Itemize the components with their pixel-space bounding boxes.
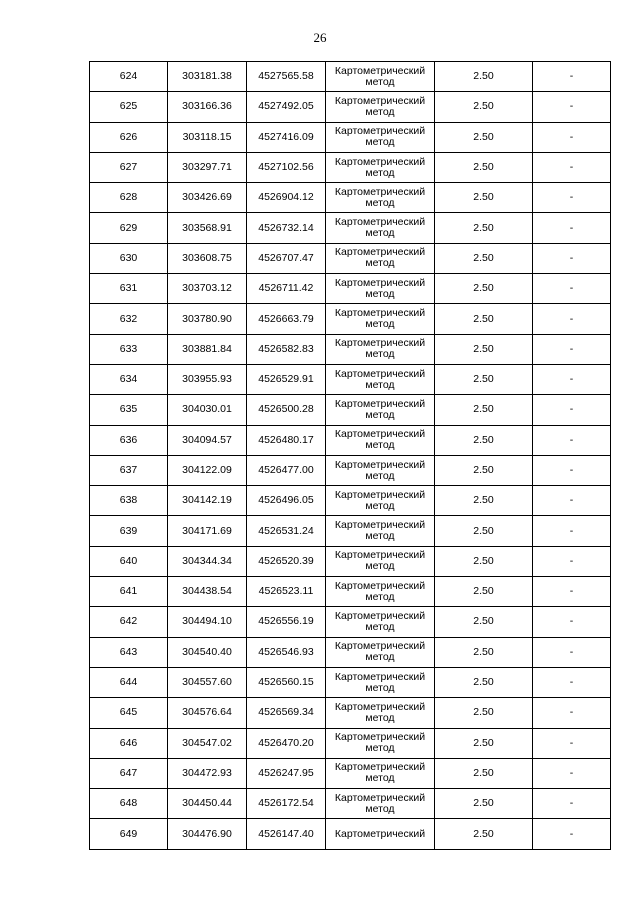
- x-coordinate-cell: 304450.44: [168, 789, 247, 819]
- accuracy-cell: 2.50: [435, 183, 533, 213]
- x-coordinate-cell: 304476.90: [168, 819, 247, 849]
- method-cell: [326, 243, 435, 273]
- method-line-1: Картометрический: [334, 761, 426, 774]
- x-coordinate-cell: 303608.75: [168, 243, 247, 273]
- x-coordinate-cell: 304344.34: [168, 546, 247, 576]
- accuracy-cell: 2.50: [435, 486, 533, 516]
- table-row: [90, 183, 611, 213]
- point-number-cell: 642: [90, 607, 168, 637]
- method-line-2: метод: [365, 257, 395, 270]
- accuracy-cell: 2.50: [435, 667, 533, 697]
- method-cell: [326, 758, 435, 788]
- method-line-1: Картометрический: [334, 458, 426, 471]
- y-coordinate-cell: 4526732.14: [247, 213, 326, 243]
- method-line-1: Картометрический: [334, 700, 426, 713]
- y-coordinate-cell: 4527492.05: [247, 92, 326, 122]
- point-number-cell: 630: [90, 243, 168, 273]
- table-row: [90, 667, 611, 697]
- accuracy-cell: 2.50: [435, 789, 533, 819]
- method-line-2: метод: [365, 499, 395, 512]
- point-number-cell: 643: [90, 637, 168, 667]
- accuracy-cell: 2.50: [435, 698, 533, 728]
- accuracy-cell: 2.50: [435, 62, 533, 92]
- note-cell: -: [533, 546, 611, 576]
- point-number-cell: 636: [90, 425, 168, 455]
- accuracy-cell: 2.50: [435, 334, 533, 364]
- method-line-1: Картометрический: [334, 579, 426, 592]
- x-coordinate-cell: 303955.93: [168, 364, 247, 394]
- method-cell: [326, 667, 435, 697]
- point-number-cell: 638: [90, 486, 168, 516]
- method-line-2: метод: [365, 318, 395, 331]
- method-line-1: Картометрический: [334, 670, 426, 683]
- note-cell: -: [533, 667, 611, 697]
- method-cell: [326, 819, 435, 849]
- y-coordinate-cell: 4526531.24: [247, 516, 326, 546]
- note-cell: -: [533, 334, 611, 364]
- table-row: [90, 62, 611, 92]
- note-cell: -: [533, 274, 611, 304]
- method-line-1: Картометрический: [334, 428, 426, 441]
- note-cell: -: [533, 698, 611, 728]
- method-line-1: Картометрический: [334, 94, 426, 107]
- method-cell: [326, 577, 435, 607]
- y-coordinate-cell: 4526147.40: [247, 819, 326, 849]
- y-coordinate-cell: 4527102.56: [247, 152, 326, 182]
- note-cell: -: [533, 486, 611, 516]
- y-coordinate-cell: 4526520.39: [247, 546, 326, 576]
- method-line-1: Картометрический: [334, 185, 426, 198]
- x-coordinate-cell: 304494.10: [168, 607, 247, 637]
- method-line-2: метод: [365, 136, 395, 149]
- method-cell: [326, 92, 435, 122]
- method-cell: [326, 455, 435, 485]
- accuracy-cell: 2.50: [435, 304, 533, 334]
- accuracy-cell: 2.50: [435, 637, 533, 667]
- accuracy-cell: 2.50: [435, 364, 533, 394]
- coordinates-table-body: [90, 62, 611, 850]
- point-number-cell: 624: [90, 62, 168, 92]
- method-line-1: Картометрический: [334, 216, 426, 229]
- y-coordinate-cell: 4526496.05: [247, 486, 326, 516]
- note-cell: -: [533, 243, 611, 273]
- note-cell: -: [533, 455, 611, 485]
- table-row: [90, 637, 611, 667]
- method-line-2: метод: [365, 681, 395, 694]
- method-cell: [326, 274, 435, 304]
- x-coordinate-cell: 304030.01: [168, 395, 247, 425]
- method-cell: [326, 425, 435, 455]
- table-row: [90, 334, 611, 364]
- x-coordinate-cell: 304547.02: [168, 728, 247, 758]
- table-row: [90, 304, 611, 334]
- method-cell: [326, 698, 435, 728]
- method-line-2: метод: [365, 772, 395, 785]
- note-cell: -: [533, 395, 611, 425]
- method-line-1: Картометрический: [334, 246, 426, 259]
- method-line-2: метод: [365, 469, 395, 482]
- method-line-1: Картометрический: [334, 519, 426, 532]
- x-coordinate-cell: 303297.71: [168, 152, 247, 182]
- method-line-1: Картометрический: [334, 64, 426, 77]
- accuracy-cell: 2.50: [435, 425, 533, 455]
- y-coordinate-cell: 4527565.58: [247, 62, 326, 92]
- note-cell: -: [533, 637, 611, 667]
- method-cell: [326, 62, 435, 92]
- table-row: [90, 274, 611, 304]
- y-coordinate-cell: 4526480.17: [247, 425, 326, 455]
- table-row: [90, 395, 611, 425]
- page-number: 26: [313, 30, 327, 45]
- point-number-cell: 635: [90, 395, 168, 425]
- accuracy-cell: 2.50: [435, 395, 533, 425]
- method-line-2: метод: [365, 196, 395, 209]
- method-line-1: Картометрический: [334, 307, 426, 320]
- x-coordinate-cell: 304122.09: [168, 455, 247, 485]
- method-line-2: метод: [365, 166, 395, 179]
- note-cell: -: [533, 183, 611, 213]
- note-cell: -: [533, 152, 611, 182]
- table-row: [90, 486, 611, 516]
- method-line-2: метод: [365, 590, 395, 603]
- table-row: [90, 455, 611, 485]
- table-row: [90, 819, 611, 849]
- accuracy-cell: 2.50: [435, 274, 533, 304]
- accuracy-cell: 2.50: [435, 92, 533, 122]
- x-coordinate-cell: 304557.60: [168, 667, 247, 697]
- method-line-2: метод: [365, 560, 395, 573]
- method-cell: [326, 364, 435, 394]
- note-cell: -: [533, 789, 611, 819]
- point-number-cell: 633: [90, 334, 168, 364]
- x-coordinate-cell: 303426.69: [168, 183, 247, 213]
- method-cell: [326, 546, 435, 576]
- table-row: [90, 728, 611, 758]
- point-number-cell: 625: [90, 92, 168, 122]
- method-line-1: Картометрический: [334, 488, 426, 501]
- note-cell: -: [533, 758, 611, 788]
- point-number-cell: 628: [90, 183, 168, 213]
- y-coordinate-cell: 4526582.83: [247, 334, 326, 364]
- table-row: [90, 698, 611, 728]
- method-cell: [326, 122, 435, 152]
- method-line-1: Картометрический: [334, 155, 426, 168]
- note-cell: -: [533, 516, 611, 546]
- coordinates-table: [89, 61, 611, 850]
- y-coordinate-cell: 4526707.47: [247, 243, 326, 273]
- method-line-1: Картометрический: [334, 125, 426, 138]
- accuracy-cell: 2.50: [435, 607, 533, 637]
- point-number-cell: 637: [90, 455, 168, 485]
- method-line-1: Картометрический: [334, 276, 426, 289]
- method-line-2: метод: [365, 287, 395, 300]
- note-cell: -: [533, 92, 611, 122]
- method-cell: [326, 486, 435, 516]
- method-line-2: метод: [365, 348, 395, 361]
- table-row: [90, 243, 611, 273]
- table-row: [90, 425, 611, 455]
- accuracy-cell: 2.50: [435, 546, 533, 576]
- method-cell: [326, 789, 435, 819]
- method-line-1: Картометрический: [334, 791, 426, 804]
- accuracy-cell: 2.50: [435, 516, 533, 546]
- x-coordinate-cell: 303181.38: [168, 62, 247, 92]
- method-line-2: метод: [365, 530, 395, 543]
- method-cell: [326, 334, 435, 364]
- method-line-2: метод: [365, 802, 395, 815]
- point-number-cell: 648: [90, 789, 168, 819]
- method-line-1: Картометрический: [334, 731, 426, 744]
- x-coordinate-cell: 303118.15: [168, 122, 247, 152]
- method-line-2: метод: [365, 105, 395, 118]
- y-coordinate-cell: 4526904.12: [247, 183, 326, 213]
- method-line-2: метод: [365, 75, 395, 88]
- table-row: [90, 122, 611, 152]
- point-number-cell: 644: [90, 667, 168, 697]
- note-cell: -: [533, 728, 611, 758]
- x-coordinate-cell: 303568.91: [168, 213, 247, 243]
- x-coordinate-cell: 304438.54: [168, 577, 247, 607]
- method-line-1: Картометрический: [334, 827, 426, 840]
- point-number-cell: 647: [90, 758, 168, 788]
- x-coordinate-cell: 304171.69: [168, 516, 247, 546]
- accuracy-cell: 2.50: [435, 728, 533, 758]
- accuracy-cell: 2.50: [435, 243, 533, 273]
- method-cell: [326, 395, 435, 425]
- method-line-1: Картометрический: [334, 640, 426, 653]
- y-coordinate-cell: 4526172.54: [247, 789, 326, 819]
- point-number-cell: 627: [90, 152, 168, 182]
- method-line-1: Картометрический: [334, 549, 426, 562]
- method-cell: [326, 183, 435, 213]
- method-line-1: Картометрический: [334, 609, 426, 622]
- point-number-cell: 640: [90, 546, 168, 576]
- method-line-1: Картометрический: [334, 397, 426, 410]
- point-number-cell: 645: [90, 698, 168, 728]
- y-coordinate-cell: 4526247.95: [247, 758, 326, 788]
- note-cell: -: [533, 577, 611, 607]
- method-line-2: метод: [365, 651, 395, 664]
- table-row: [90, 607, 611, 637]
- y-coordinate-cell: 4526470.20: [247, 728, 326, 758]
- method-line-1: Картометрический: [334, 337, 426, 350]
- method-cell: [326, 304, 435, 334]
- method-line-2: метод: [365, 742, 395, 755]
- method-cell: [326, 607, 435, 637]
- y-coordinate-cell: 4526477.00: [247, 455, 326, 485]
- point-number-cell: 639: [90, 516, 168, 546]
- table-row: [90, 213, 611, 243]
- method-cell: [326, 516, 435, 546]
- note-cell: -: [533, 62, 611, 92]
- note-cell: -: [533, 819, 611, 849]
- note-cell: -: [533, 213, 611, 243]
- point-number-cell: 641: [90, 577, 168, 607]
- x-coordinate-cell: 303780.90: [168, 304, 247, 334]
- x-coordinate-cell: 303703.12: [168, 274, 247, 304]
- method-line-2: метод: [365, 378, 395, 391]
- y-coordinate-cell: 4527416.09: [247, 122, 326, 152]
- table-row: [90, 364, 611, 394]
- x-coordinate-cell: 304576.64: [168, 698, 247, 728]
- method-cell: [326, 637, 435, 667]
- accuracy-cell: 2.50: [435, 152, 533, 182]
- point-number-cell: 626: [90, 122, 168, 152]
- method-line-2: метод: [365, 408, 395, 421]
- y-coordinate-cell: 4526556.19: [247, 607, 326, 637]
- y-coordinate-cell: 4526546.93: [247, 637, 326, 667]
- x-coordinate-cell: 304472.93: [168, 758, 247, 788]
- table-row: [90, 152, 611, 182]
- x-coordinate-cell: 303881.84: [168, 334, 247, 364]
- table-row: [90, 516, 611, 546]
- table-row: [90, 577, 611, 607]
- method-cell: [326, 213, 435, 243]
- point-number-cell: 634: [90, 364, 168, 394]
- point-number-cell: 631: [90, 274, 168, 304]
- note-cell: -: [533, 364, 611, 394]
- table-row: [90, 789, 611, 819]
- y-coordinate-cell: 4526529.91: [247, 364, 326, 394]
- method-line-2: метод: [365, 227, 395, 240]
- y-coordinate-cell: 4526569.34: [247, 698, 326, 728]
- accuracy-cell: 2.50: [435, 213, 533, 243]
- y-coordinate-cell: 4526523.11: [247, 577, 326, 607]
- table-row: [90, 92, 611, 122]
- method-line-2: метод: [365, 620, 395, 633]
- accuracy-cell: 2.50: [435, 819, 533, 849]
- x-coordinate-cell: 304540.40: [168, 637, 247, 667]
- method-line-2: метод: [365, 711, 395, 724]
- note-cell: -: [533, 607, 611, 637]
- point-number-cell: 649: [90, 819, 168, 849]
- y-coordinate-cell: 4526500.28: [247, 395, 326, 425]
- y-coordinate-cell: 4526663.79: [247, 304, 326, 334]
- method-cell: [326, 152, 435, 182]
- note-cell: -: [533, 304, 611, 334]
- method-line-2: метод: [365, 439, 395, 452]
- method-line-1: Картометрический: [334, 367, 426, 380]
- table-row: [90, 546, 611, 576]
- accuracy-cell: 2.50: [435, 455, 533, 485]
- accuracy-cell: 2.50: [435, 577, 533, 607]
- y-coordinate-cell: 4526560.15: [247, 667, 326, 697]
- note-cell: -: [533, 122, 611, 152]
- point-number-cell: 629: [90, 213, 168, 243]
- y-coordinate-cell: 4526711.42: [247, 274, 326, 304]
- accuracy-cell: 2.50: [435, 758, 533, 788]
- note-cell: -: [533, 425, 611, 455]
- method-cell: [326, 728, 435, 758]
- table-row: [90, 758, 611, 788]
- x-coordinate-cell: 304142.19: [168, 486, 247, 516]
- point-number-cell: 646: [90, 728, 168, 758]
- accuracy-cell: 2.50: [435, 122, 533, 152]
- x-coordinate-cell: 304094.57: [168, 425, 247, 455]
- x-coordinate-cell: 303166.36: [168, 92, 247, 122]
- point-number-cell: 632: [90, 304, 168, 334]
